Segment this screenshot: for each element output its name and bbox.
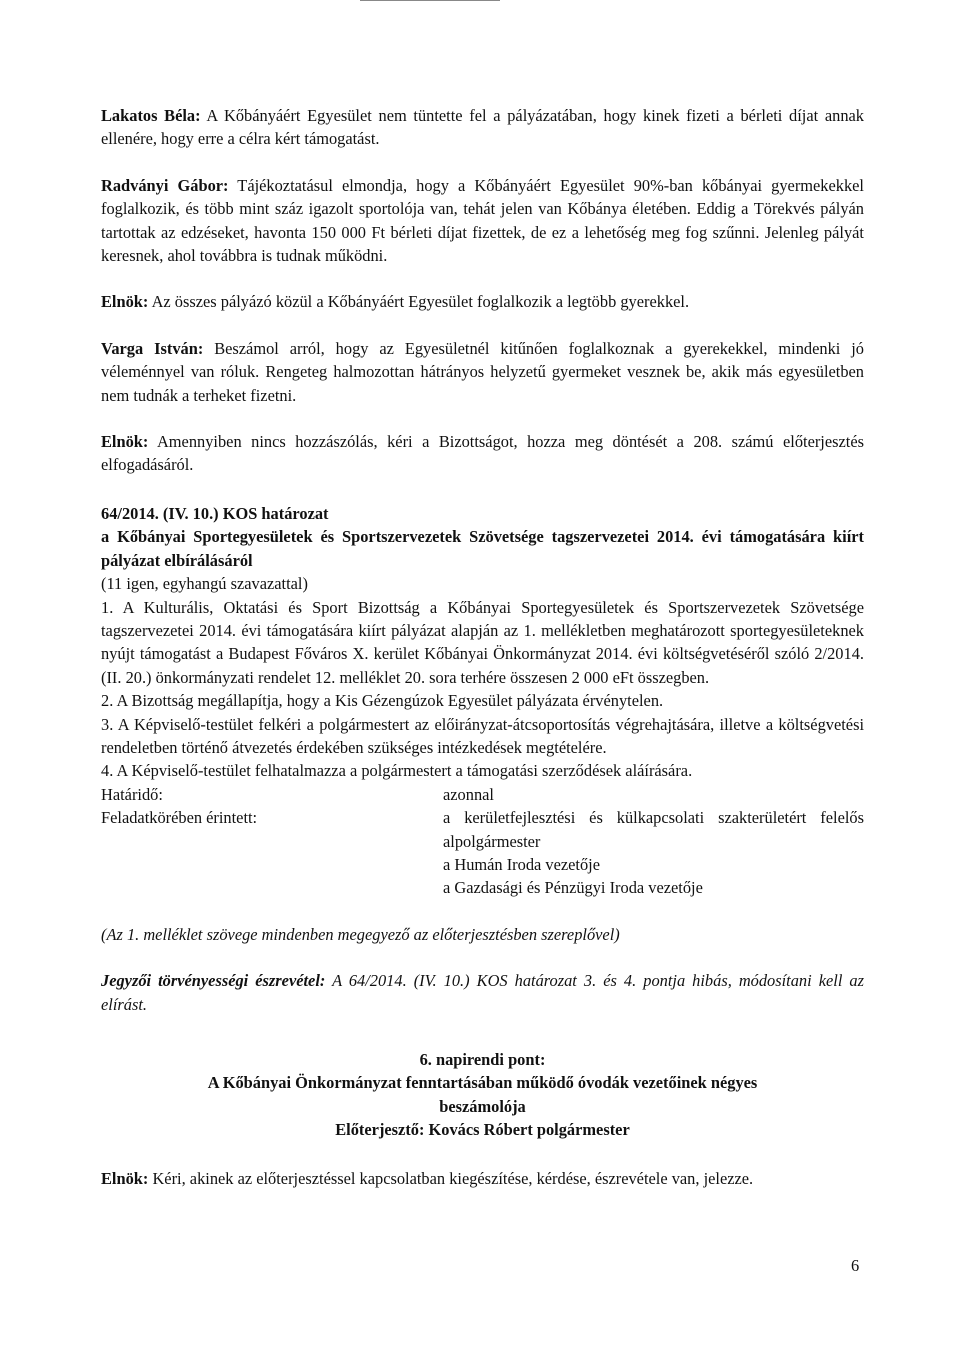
resolution-number: 64/2014. (IV. 10.) KOS határozat	[101, 503, 329, 523]
paragraph-elnok-3	[101, 1167, 864, 1190]
resolution-block	[101, 502, 864, 900]
notary-remark	[101, 969, 864, 1016]
responsible-list	[443, 806, 864, 900]
speaker-name: Varga István:	[101, 338, 204, 358]
agenda-title-line1: A Kőbányai Önkormányzat fenntartásában működő óvodák vezetőinek négyes	[207, 1073, 758, 1093]
paragraph-elnok-1	[101, 290, 864, 313]
document-page	[101, 104, 864, 1190]
paragraph-lakatos	[101, 104, 864, 151]
resolution-vote: (11 igen, egyhangú szavazattal)	[101, 574, 308, 594]
agenda-block	[101, 1048, 864, 1142]
responsible-row	[101, 806, 864, 900]
notary-label: Jegyzői törvényességi észrevétel:	[101, 971, 326, 991]
agenda-presenter: Előterjesztő: Kovács Róbert polgármester	[335, 1120, 630, 1140]
speaker-name: Radványi Gábor:	[101, 175, 229, 195]
resolution-item-4: 4. A Képviselő-testület felhatalmazza a polgármestert a támogatási szerződések aláírására.	[101, 761, 693, 781]
notary-text: A 64/2014. (IV. 10.) KOS határozat 3. és 4. pontja hibás, módosítani kell az elírást.	[101, 971, 864, 1014]
paragraph-elnok-2	[101, 430, 864, 477]
paragraph-text: Az összes pályázó közül a Kőbányáért Egyesület foglalkozik a legtöbb gyerekkel.	[148, 292, 690, 312]
agenda-title-line2: beszámolója	[439, 1096, 526, 1116]
paragraph-radvanyi	[101, 174, 864, 268]
paragraph-text: A Kőbányáért Egyesület nem tüntette fel a pályázatában, hogy kinek fizeti a bérleti díjat annak ellenére, hogy erre a célra kért támogatást.	[101, 106, 865, 149]
speaker-name: Elnök:	[101, 292, 149, 312]
speaker-name: Lakatos Béla:	[101, 106, 201, 125]
deadline-label: Határidő:	[101, 784, 163, 804]
resolution-item-3: 3. A Képviselő-testület felkéri a polgármestert az előirányzat-átcsoportosítás végrehajtására, illetve a költségvetési rendeletben történő átvezetés érdekében szükséges intézkedések megtételére.	[101, 714, 864, 757]
speaker-name: Elnök:	[101, 432, 149, 452]
paragraph-text: Kéri, akinek az előterjesztéssel kapcsolatban kiegészítése, kérdése, észrevétele van, jelezze.	[148, 1168, 754, 1188]
resolution-item-2: 2. A Bizottság megállapítja, hogy a Kis Gézengúzok Egyesület pályázata érvénytelen.	[101, 691, 664, 711]
paragraph-text: Amennyiben nincs hozzászólás, kéri a Bizottságot, hozza meg döntését a 208. számú előterjesztés elfogadásáról.	[101, 432, 864, 475]
paragraph-varga	[101, 337, 864, 407]
responsible-item: a Gazdasági és Pénzügyi Iroda vezetője	[443, 878, 703, 898]
deadline-value: azonnal	[443, 784, 494, 804]
deadline-row	[101, 783, 864, 806]
paragraph-text: Tájékoztatásul elmondja, hogy a Kőbányáért Egyesület 90%-ban kőbányai gyermekekkel foglalkozik, és több mint száz igazolt sportolója van, tehát jelen van Kőbánya életében. Eddig a Törekvés pályán tartottak az edzéseket, havonta 150 000 Ft bérleti díjat fizettek, de ez a lehetőség meg fog szűnni. Jelenleg pályát keresnek, ahol továbbra is tudnak működni.	[101, 175, 864, 266]
responsible-label: Feladatkörében érintett:	[101, 808, 258, 828]
resolution-item-1: 1. A Kulturális, Oktatási és Sport Bizottság a Kőbányai Sportegyesületek és Sportszervezetek Szövetsége tagszervezetei 2014. évi támogatására kiírt pályázat alapján az 1. mellékletben meghatározott sportegyesületeknek nyújt támogatást a Budapest Főváros X. kerület Kőbányai Önkormányzat 2014. évi költségvetéséről szóló 2/2014. (II. 20.) önkormányzati rendelet 12. melléklet 20. sora terhére összesen 2 000 eFt összegben.	[101, 597, 864, 687]
agenda-heading: 6. napirendi pont:	[419, 1050, 546, 1069]
speaker-name: Elnök:	[101, 1168, 149, 1188]
paragraph-text: Beszámol arról, hogy az Egyesületnél kitűnően foglalkoznak a gyerekekkel, mindenki jó véleménnyel van róluk. Rengeteg halmozottan hátrányos helyzetű gyermeket vesznek be, akik más egyesületben nem tudnák a terheket fizetni.	[101, 338, 864, 405]
responsible-item: a kerületfejlesztési és külkapcsolati szakterületért felelős alpolgármester	[443, 808, 864, 851]
page-number: 6	[851, 1256, 860, 1275]
responsible-item: a Humán Iroda vezetője	[443, 854, 600, 874]
annex-note: (Az 1. melléklet szövege mindenben megegyező az előterjesztésben szereplővel)	[101, 924, 620, 944]
top-rule	[360, 0, 500, 1]
resolution-title: a Kőbányai Sportegyesületek és Sportszervezetek Szövetsége tagszervezetei 2014. évi támogatására kiírt pályázat elbírálásáról	[101, 527, 864, 570]
